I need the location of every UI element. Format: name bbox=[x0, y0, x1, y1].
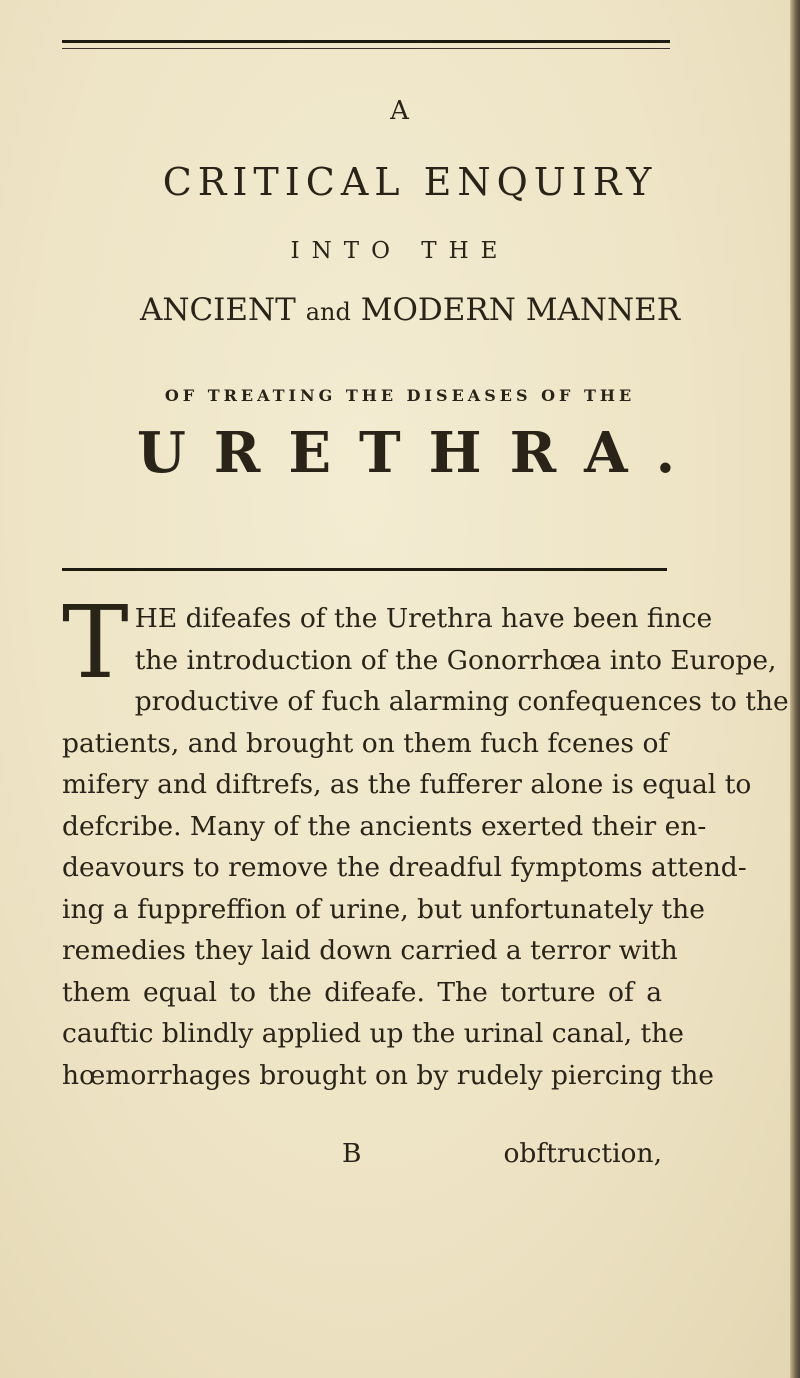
title-modern-manner: MODERN MANNER bbox=[360, 292, 681, 328]
title-into-the: INTO THE bbox=[290, 238, 510, 264]
title-critical-enquiry: CRITICAL ENQUIRY bbox=[162, 160, 658, 204]
page-footer bbox=[62, 1138, 662, 1180]
title-and: and bbox=[305, 298, 351, 326]
title-ancient: ANCIENT bbox=[139, 292, 296, 328]
body-line: defcribe. Many of the ancients exerted their en- bbox=[62, 810, 707, 842]
body-paragraph bbox=[62, 584, 789, 1096]
title-treating: OF TREATING THE DISEASES OF THE bbox=[164, 386, 636, 405]
body-line: productive of fuch alarming confequences to the bbox=[134, 686, 789, 717]
body-line: deavours to remove the dreadful fymptoms attend- bbox=[62, 852, 747, 883]
title-article: A bbox=[390, 96, 410, 126]
signature-mark: B bbox=[342, 1138, 362, 1169]
drop-cap: T bbox=[62, 584, 129, 701]
body-line: them equal to the difeafe. The torture of a bbox=[62, 976, 662, 1008]
top-rule-thin bbox=[62, 48, 670, 49]
body-line: ing a fuppreffion of urine, but unfortunately the bbox=[62, 893, 705, 925]
title-ancient-modern bbox=[0, 292, 800, 328]
body-line: hœmorrhages brought on by rudely piercing the bbox=[62, 1059, 714, 1091]
top-rule bbox=[62, 40, 670, 43]
body-line: remedies they laid down carried a terror with bbox=[62, 935, 678, 966]
body-line: HE difeafes of the Urethra have been fince bbox=[134, 603, 713, 634]
body-line: mifery and diftrefs, as the fufferer alone is equal to bbox=[62, 769, 752, 800]
section-rule bbox=[62, 568, 667, 571]
page-edge-shadow bbox=[790, 0, 800, 1378]
title-urethra: URETHRA. bbox=[136, 420, 704, 486]
catchword: obftruction, bbox=[503, 1138, 662, 1169]
body-line: the introduction of the Gonorrhœa into Europe, bbox=[134, 644, 777, 676]
body-line: patients, and brought on them fuch fcenes of bbox=[62, 727, 669, 759]
body-line: cauftic blindly applied up the urinal canal, the bbox=[62, 1018, 684, 1049]
